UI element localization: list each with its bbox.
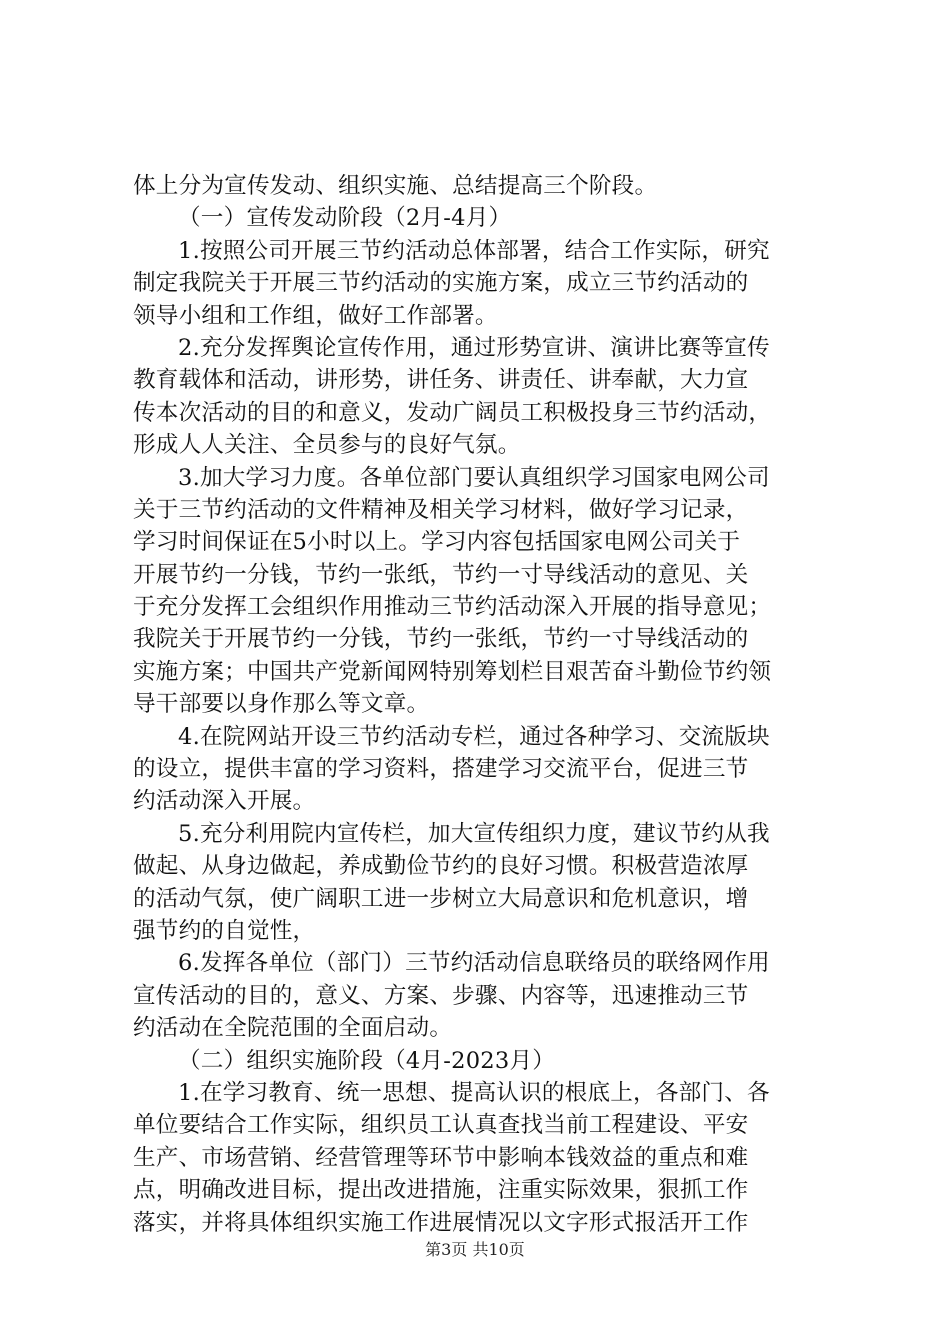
text-line: 传本次活动的目的和意义，发动广阔员工积极投身三节约活动， bbox=[133, 399, 772, 426]
text-line: 体上分为宣传发动、组织实施、总结提高三个阶段。 bbox=[133, 173, 658, 199]
text-line: 的设立，提供丰富的学习资料，搭建学习交流平台，促进三节 bbox=[133, 756, 749, 783]
text-line: 3.加大学习力度。各单位部门要认真组织学习国家电网公司 bbox=[178, 464, 770, 491]
text-line: 点，明确改进目标，提出改进措施，注重实际效果，狠抓工作 bbox=[133, 1177, 749, 1204]
text-line: 4.在院网站开设三节约活动专栏，通过各种学习、交流版块 bbox=[178, 723, 770, 750]
text-line: 强节约的自觉性， bbox=[133, 917, 316, 944]
text-line: （一）宣传发动阶段（2月-4月） bbox=[178, 205, 512, 232]
text-line: 制定我院关于开展三节约活动的实施方案，成立三节约活动的 bbox=[133, 270, 749, 297]
text-line: 宣传活动的目的，意义、方案、步骤、内容等，迅速推动三节 bbox=[133, 982, 749, 1009]
text-line: 关于三节约活动的文件精神及相关学习材料，做好学习记录， bbox=[133, 496, 749, 523]
text-line: （二）组织实施阶段（4月-2023月） bbox=[178, 1047, 556, 1074]
text-line: 于充分发挥工会组织作用推动三节约活动深入开展的指导意见； bbox=[133, 594, 772, 621]
text-line: 教育载体和活动，讲形势，讲任务、讲责任、讲奉献，大力宣 bbox=[133, 367, 749, 394]
text-line: 6.发挥各单位（部门）三节约活动信息联络员的联络网作用 bbox=[178, 950, 770, 977]
text-line: 约活动在全院范围的全面启动。 bbox=[133, 1015, 453, 1042]
text-line: 约活动深入开展。 bbox=[133, 788, 316, 815]
text-line: 单位要结合工作实际，组织员工认真查找当前工程建设、平安 bbox=[133, 1112, 749, 1139]
text-line: 领导小组和工作组，做好工作部署。 bbox=[133, 302, 498, 329]
text-line: 我院关于开展节约一分钱，节约一张纸，节约一寸导线活动的 bbox=[133, 626, 749, 653]
text-line: 实施方案；中国共产党新闻网特别筹划栏目艰苦奋斗勤俭节约领 bbox=[133, 658, 772, 685]
page-footer: 第3页 共10页 bbox=[425, 1240, 525, 1259]
text-line: 形成人人关注、全员参与的良好气氛。 bbox=[133, 432, 521, 459]
text-line: 导干部要以身作那么等文章。 bbox=[133, 691, 430, 718]
text-line: 1.在学习教育、统一思想、提高认识的根底上，各部门、各 bbox=[178, 1079, 770, 1106]
text-line: 生产、市场营销、经营管理等环节中影响本钱效益的重点和难 bbox=[133, 1144, 749, 1171]
text-line: 落实，并将具体组织实施工作进展情况以文字形式报活开工作 bbox=[133, 1209, 749, 1236]
text-line: 5.充分利用院内宣传栏，加大宣传组织力度，建议节约从我 bbox=[178, 820, 770, 847]
text-line: 的活动气氛，使广阔职工进一步树立大局意识和危机意识，增 bbox=[133, 885, 749, 912]
document-body bbox=[133, 170, 833, 1239]
text-line: 1.按照公司开展三节约活动总体部署，结合工作实际，研究 bbox=[178, 237, 770, 264]
text-line: 学习时间保证在5小时以上。学习内容包括国家电网公司关于 bbox=[133, 529, 741, 556]
text-line: 做起、从身边做起，养成勤俭节约的良好习惯。积极营造浓厚 bbox=[133, 853, 749, 880]
text-line: 开展节约一分钱，节约一张纸，节约一寸导线活动的意见、关 bbox=[133, 561, 749, 588]
text-line: 2.充分发挥舆论宣传作用，通过形势宣讲、演讲比赛等宣传 bbox=[178, 334, 770, 361]
